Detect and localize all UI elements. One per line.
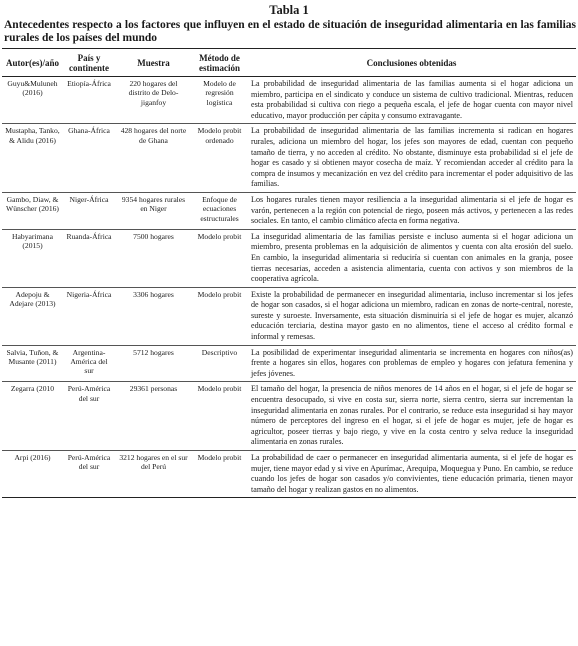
header-country: País y continente [69, 52, 109, 73]
cell-method: Modelo probit [197, 231, 242, 241]
table-label: Tabla 1 [269, 3, 309, 17]
cell-country: Ruanda-África [66, 231, 112, 241]
cell-sample: 3212 hogares en el sur del Perú [119, 453, 188, 472]
cell-conclusions: La posibilidad de experimentar inseguridad alimentaria se incrementa en hogares con niños(as) frente a hogares sin ellos, hogares con problemas de empleo y hogares con jefatura femenina y jefes jóvenes. [251, 347, 573, 378]
cell-sample: 220 hogares del distrito de Delo-jiganfoy [128, 79, 179, 107]
cell-method: Modelo probit ordenado [197, 126, 242, 145]
cell-author: Mustapha, Tanko, & Alidu (2016) [5, 126, 60, 145]
cell-author: Zegarra (2010 [10, 384, 55, 394]
cell-method: Modelo probit [197, 289, 242, 299]
cell-country: Argentina-América del sur [70, 347, 108, 376]
cell-author: Adepoju & Adejare (2013) [9, 289, 56, 309]
cell-country: Nigeria-África [66, 289, 112, 299]
table-row [2, 229, 576, 287]
cell-country: Perú-América del sur [67, 384, 111, 403]
cell-conclusions: El tamaño del hogar, la presencia de niños menores de 14 años en el hogar, si el jefe de hogar se encuentra desocupado, si vive en costa sur, sierra norte, sierra centro, sierra sur incrementan la inseguridad alimentaria en zonas rurales. Por el contrario, se reduce esta inseguridad si hay mayor número de perceptores del ingreso en el hogar, si el jefe de hogar es mujer, jefe de hogar es agricultor, poseer tierras y bajo riego, y vive en la costa centro y selva reduce la inseguridad alimentaria en zonas rurales. [251, 384, 573, 447]
table-body [2, 77, 576, 498]
cell-conclusions: La inseguridad alimentaria de las familias persiste e incluso aumenta si el hogar adiciona un miembro, presenta problemas en la adquisición de alimentos y cuenta con alta erosión del suelo. En cambio, la inseguridad alimentaria si reduciría si cuentan con animales en la granja, posee tierras necesarias, acceden a asistencia alimentaria, cuenta con activos y son miembros de la cooperativa agrícola. [251, 231, 573, 284]
cell-author: Guyu&Muluneh (2016) [7, 79, 58, 98]
header-row [2, 49, 576, 77]
cell-conclusions: Existe la probabilidad de permanecer en inseguridad alimentaria, incluso incrementar si los jefes de hogar son casados, si el hogar adiciona un miembro, radican en zonas de norte-central, noreste, sureste y suroeste. Inversamente, esta situación disminuiría si el jefe de hogar es mujer, alcanzó educación terciaria, destina mayor gasto en no alimentos, tiene el acceso al crédito formal e informal y remesas. [251, 289, 573, 342]
cell-sample: 29361 personas [129, 384, 178, 394]
cell-author: Salvia, Tuñon, & Musante (2011) [6, 347, 59, 367]
cell-method: Modelo probit [197, 384, 242, 394]
cell-author: Gambo, Diaw, & Wünscher (2016) [6, 194, 59, 214]
cell-sample: 5712 hogares [133, 347, 174, 357]
antecedents-table [2, 48, 576, 498]
cell-conclusions: La probabilidad de caer o permanecer en inseguridad alimentaria aumenta, si el jefe de hogar es mujer, tiene mayor edad y si vive en Apurímac, Arequipa, Moquegua y Puno. En cambio, se reduce cuando los jefes de hogar son casados y/o convivientes, tiene educación primaria, tienen mayor tamaño del hogar y realizan gastos en no alimentos. [251, 453, 573, 494]
cell-author: Arpi (2016) [14, 453, 51, 462]
cell-country: Niger-África [69, 194, 109, 204]
header-sample: Muestra [137, 57, 170, 68]
table-row [2, 287, 576, 345]
cell-sample: 428 hogares del norte de Ghana [120, 126, 187, 145]
cell-country: Ghana-África [68, 126, 110, 136]
header-method: Método de estimación [199, 52, 240, 73]
cell-method: Modelo de regresión logística [203, 79, 236, 107]
table-caption: Antecedentes respecto a los factores que influyen en el estado de situación de inseguridad alimentaria en las familias rurales de los países del mundo [4, 19, 576, 44]
cell-author: Habyarimana (2015) [12, 231, 53, 251]
cell-sample: 7500 hogares [133, 231, 174, 241]
cell-sample: 9354 hogares rurales en Niger [121, 194, 186, 214]
cell-conclusions: La probabilidad de inseguridad alimentaria de las familias incrementa si radican en hogares rurales, adiciona un miembro del hogar, los jefes son mayores de edad, cuentan con pequeño tamaño de tierra, y no acceden al crédito. No obstante, disminuye esta probabilidad si el jefe de hogar es casado y si obtienen mayor cosecha de maíz. Y recomiendan acceder al crédito para la compra de insumos y mecanización en vez del crédito para incrementar el poder adquisitivo de las familias. [251, 126, 573, 189]
table-header [2, 49, 576, 77]
cell-country: Perú-América del sur [67, 453, 111, 472]
cell-method: Enfoque de ecuaciones estructurales [200, 194, 239, 223]
table-row [2, 382, 576, 451]
table-row [2, 192, 576, 229]
cell-sample: 3306 hogares [133, 289, 174, 299]
table-row [2, 451, 576, 498]
cell-conclusions: La probabilidad de inseguridad alimentaria de las familias aumenta si el hogar adiciona un miembro, participa en el sindicato y conduce un sistema de cultivo tradicional. Mientras, reducen esta probabilidad si cultiva con riego a pequeña escala, el jefe de hogar cuenta con mayor nivel educativo, mayor producción per cápita y consumo extravagante. [251, 79, 573, 120]
table-row [2, 77, 576, 124]
cell-country: Etiopía-África [67, 79, 111, 88]
cell-method: Descriptivo [201, 347, 238, 357]
cell-conclusions: Los hogares rurales tienen mayor resiliencia a la inseguridad alimentaria si el jefe de hogar es varón, pertenecen a la región con potencial de riego, poseen más activos, y pertenecen a las redes sociales. En tanto, el cambio climático afecta en forma negativa. [251, 194, 573, 226]
header-author: Autor(es)/año [6, 57, 59, 68]
header-conclusions: Conclusiones obtenidas [366, 57, 457, 68]
cell-method: Modelo probit [197, 453, 242, 462]
table-row [2, 345, 576, 382]
table-row [2, 124, 576, 193]
